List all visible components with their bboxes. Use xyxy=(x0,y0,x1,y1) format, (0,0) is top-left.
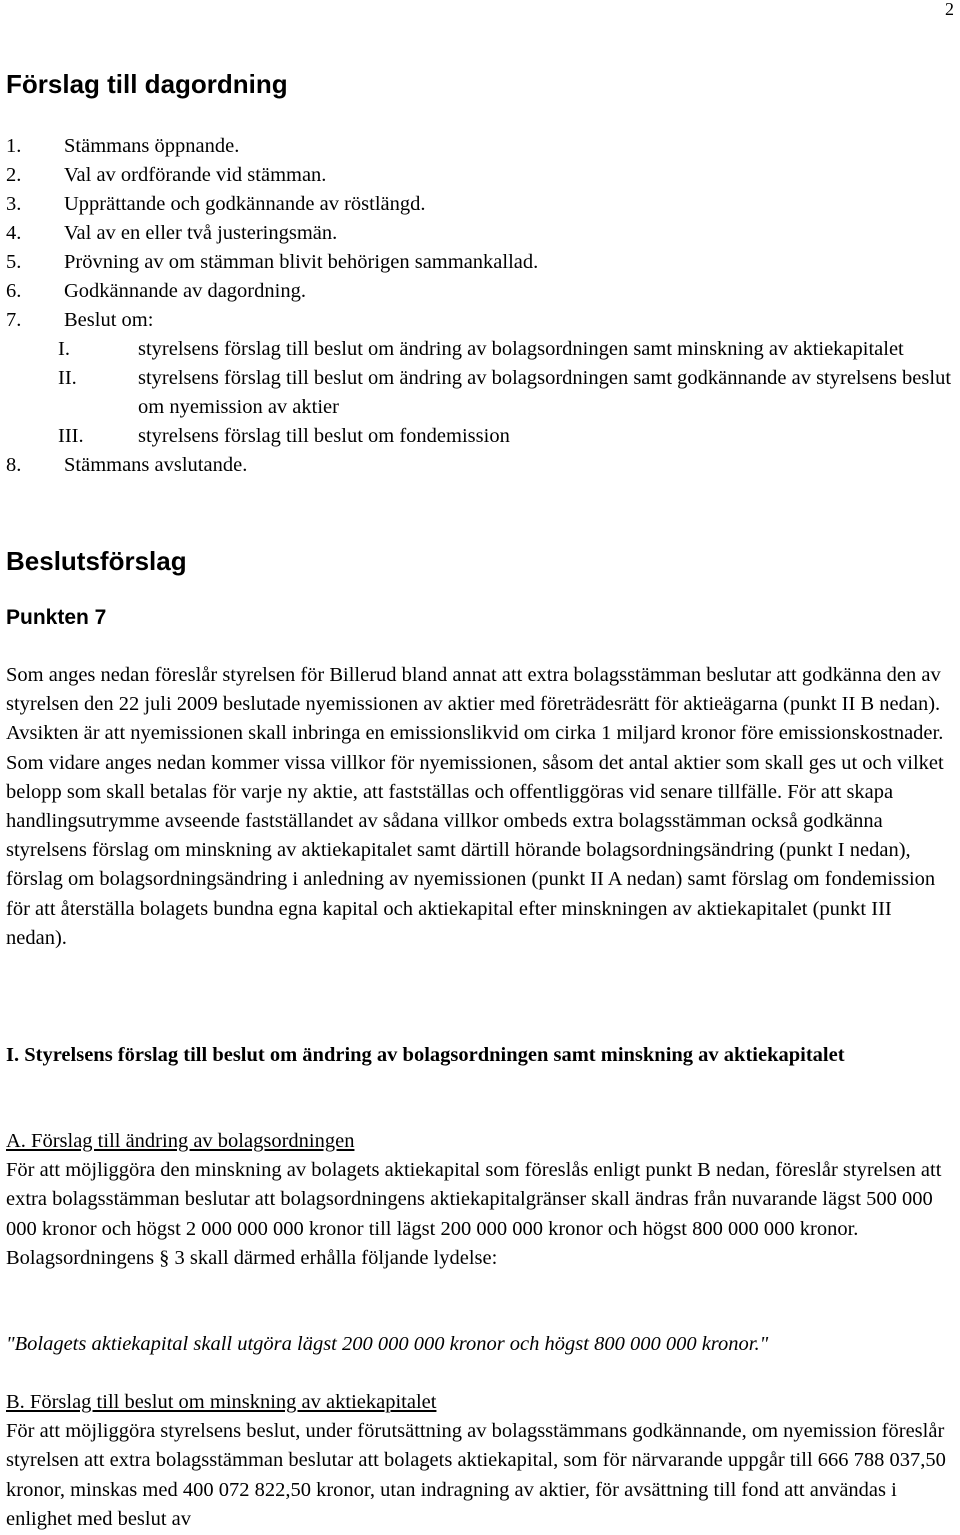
agenda-item-number: 5. xyxy=(6,251,22,273)
agenda-item-text: Godkännande av dagordning. xyxy=(64,280,306,302)
agenda-item xyxy=(6,306,954,335)
proposals-heading: Beslutsförslag xyxy=(6,546,187,576)
agenda-sub-item xyxy=(6,335,954,364)
agenda-item-number: 7. xyxy=(6,309,22,331)
agenda-list xyxy=(6,132,954,480)
agenda-sub-item-text: styrelsens förslag till beslut om ändring av bolagsordningen samt godkännande av styrelsens beslut om nyemission av aktier xyxy=(138,367,952,418)
intro-paragraph: Som anges nedan föreslår styrelsen för Billerud bland annat att extra bolagsstämman beslutar att godkänna den av styrelsen den 22 juli 2009 beslutade nyemissionen av aktier med företrädesrätt för aktieägarna (punkt II B nedan). Avsikten är att nyemissionen skall inbringa en emissionslikvid om cirka 1 miljard kronor före emissionskostnader. Som vidare anges nedan kommer vissa villkor för nyemissionen, såsom det antal aktier som skall ges ut och vilket belopp som skall betalas för varje ny aktie, att fastställas och offentliggöras vid senare tillfälle. För att skapa handlingsutrymme avseende fastställandet av sådana villkor ombeds extra bolagsstämman också godkänna styrelsens förslag om minskning av aktiekapitalet samt därtill hörande bolagsordningsändring (punkt I nedan), förslag om bolagsordningsändring i anledning av nyemissionen (punkt II A nedan) samt förslag om fondemission för att återställa bolagets bundna egna kapital och aktiekapital efter minskningen av aktiekapitalet (punkt III nedan). xyxy=(6,664,944,949)
page-number: 2 xyxy=(945,0,954,19)
agenda-item-number: 4. xyxy=(6,222,22,244)
subsection-a-text: För att möjliggöra den minskning av bolagets aktiekapital som föreslås enligt punkt B nedan, föreslår styrelsen att extra bolagsstämman beslutar att bolagsordningens aktiekapitalgränser skall ändras från nuvarande lägst 500 000 000 kronor och högst 2 000 000 000 kronor till lägst 200 000 000 kronor och högst 800 000 000 kronor. Bolagsordningens § 3 skall därmed erhålla följande lydelse: xyxy=(6,1159,942,1269)
agenda-item xyxy=(6,190,954,219)
agenda-item-text: Prövning av om stämman blivit behörigen sammankallad. xyxy=(64,251,539,273)
agenda-sub-item-number: II. xyxy=(58,367,77,389)
agenda-sub-item xyxy=(6,422,954,451)
agenda-item-text: Val av ordförande vid stämman. xyxy=(64,164,327,186)
agenda-item xyxy=(6,219,954,248)
agenda-item xyxy=(6,161,954,190)
agenda-sub-item xyxy=(6,364,954,422)
agenda-sub-item-number: I. xyxy=(58,338,70,360)
agenda-item-number: 1. xyxy=(6,135,22,157)
agenda-item xyxy=(6,132,954,161)
subsection-b-text: För att möjliggöra styrelsens beslut, under förutsättning av bolagsstämmans godkännande, om nyemission föreslår styrelsen att extra bolagsstämman beslutar att bolagets aktiekapital, som för närvarande uppgår till 666 788 037,50 kronor, minskas med 400 072 822,50 kronor, utan indragning av aktier, för avsättning till fond att användas i enlighet med beslut av xyxy=(6,1420,946,1530)
agenda-item-text: Stämmans öppnande. xyxy=(64,135,240,157)
agenda-sub-item-text: styrelsens förslag till beslut om ändring av bolagsordningen samt minskning av aktiekapitalet xyxy=(138,338,904,360)
articles-quote: "Bolagets aktiekapital skall utgöra lägst 200 000 000 kronor och högst 800 000 000 kronor." xyxy=(6,1333,769,1355)
agenda-item xyxy=(6,277,954,306)
agenda-item xyxy=(6,451,954,480)
subsection-a xyxy=(6,1127,954,1273)
agenda-item-text: Beslut om: xyxy=(64,309,154,331)
agenda-item-text: Upprättande och godkännande av röstlängd. xyxy=(64,193,426,215)
agenda-item-number: 2. xyxy=(6,164,22,186)
agenda-sub-item-text: styrelsens förslag till beslut om fondemission xyxy=(138,425,510,447)
agenda-sub-item-number: III. xyxy=(58,425,84,447)
section-i-heading: I. Styrelsens förslag till beslut om ändring av bolagsordningen samt minskning av aktiekapitalet xyxy=(6,1044,845,1066)
subsection-b-heading: B. Förslag till beslut om minskning av aktiekapitalet xyxy=(6,1391,437,1413)
agenda-item-number: 6. xyxy=(6,280,22,302)
agenda-heading: Förslag till dagordning xyxy=(6,69,288,99)
subsection-a-heading: A. Förslag till ändring av bolagsordningen xyxy=(6,1130,355,1152)
agenda-item-text: Val av en eller två justeringsmän. xyxy=(64,222,338,244)
agenda-item-text: Stämmans avslutande. xyxy=(64,454,248,476)
subsection-b xyxy=(6,1388,954,1534)
point-heading: Punkten 7 xyxy=(6,606,107,629)
agenda-item-number: 3. xyxy=(6,193,22,215)
agenda-item-number: 8. xyxy=(6,454,22,476)
agenda-item xyxy=(6,248,954,277)
